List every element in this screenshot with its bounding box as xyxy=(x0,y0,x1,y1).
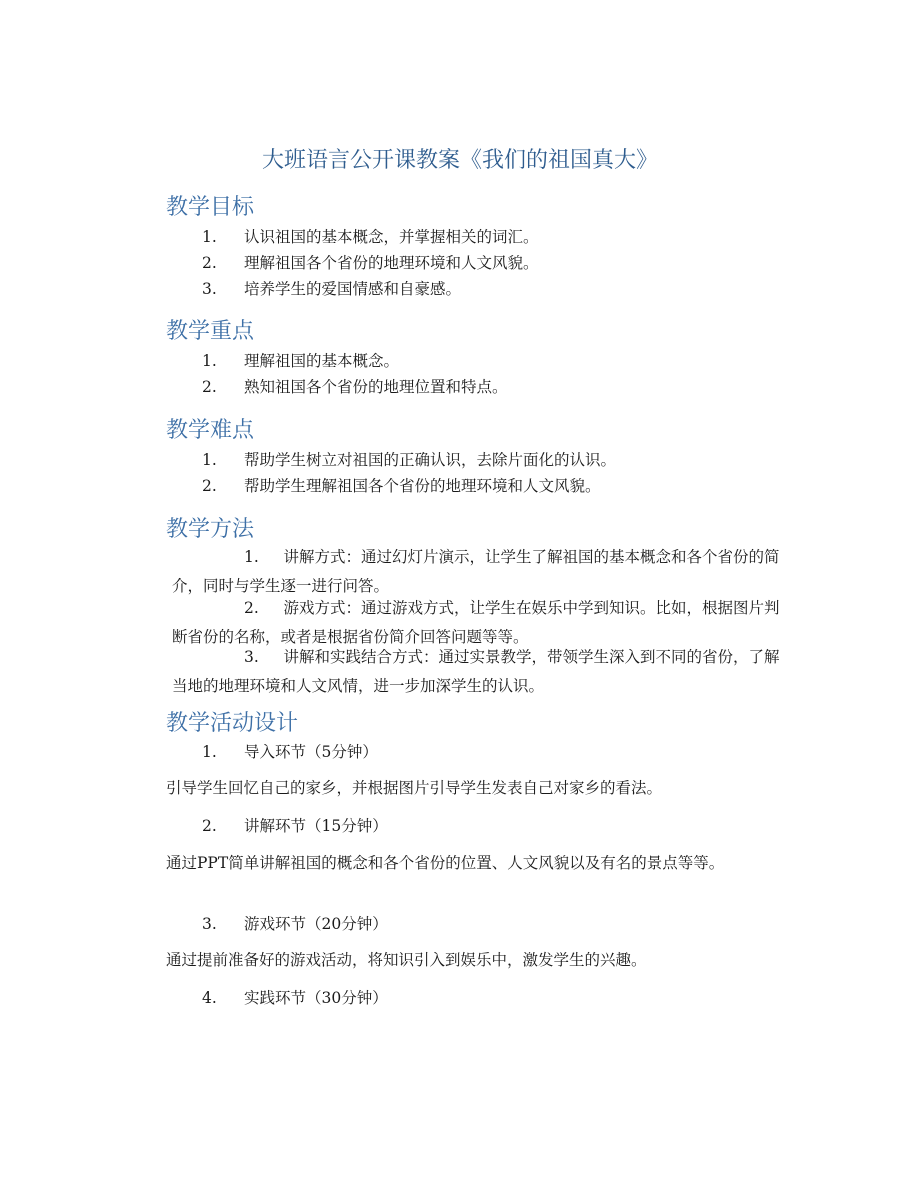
section-heading-key-points: 教学重点 xyxy=(166,319,255,344)
section-heading-difficulties: 教学难点 xyxy=(166,418,255,443)
list-number: 1. xyxy=(202,451,217,469)
step-label: 实践环节（30分钟） xyxy=(244,989,388,1007)
list-number: 2. xyxy=(202,254,217,272)
list-number: 2. xyxy=(202,378,217,396)
list-number: 3. xyxy=(202,280,217,298)
step-number: 3. xyxy=(202,915,217,933)
step-number: 4. xyxy=(202,989,217,1007)
list-number: 2. xyxy=(244,599,259,617)
method-item xyxy=(172,543,792,601)
list-text: 游戏方式：通过游戏方式，让学生在娱乐中学到知识。比如，根据图片判断省份的名称，或者是根据省份简介回答问题等等。 xyxy=(172,599,780,646)
step-description: 引导学生回忆自己的家乡，并根据图片引导学生发表自己对家乡的看法。 xyxy=(166,779,663,797)
list-text: 帮助学生理解祖国各个省份的地理环境和人文风貌。 xyxy=(244,477,601,495)
step-label: 讲解环节（15分钟） xyxy=(244,817,388,835)
list-number: 3. xyxy=(244,648,259,666)
list-number: 1. xyxy=(202,352,217,370)
section-heading-methods: 教学方法 xyxy=(166,517,255,542)
list-number: 1. xyxy=(202,228,217,246)
page-title: 大班语言公开课教案《我们的祖国真大》 xyxy=(261,148,658,173)
step-number: 2. xyxy=(202,817,217,835)
section-heading-goals: 教学目标 xyxy=(166,195,255,220)
list-text: 熟知祖国各个省份的地理位置和特点。 xyxy=(244,378,508,396)
section-heading-activities: 教学活动设计 xyxy=(166,711,299,736)
list-text: 培养学生的爱国情感和自豪感。 xyxy=(244,280,462,298)
list-text: 理解祖国的基本概念。 xyxy=(244,352,400,370)
list-text: 讲解方式：通过幻灯片演示，让学生了解祖国的基本概念和各个省份的简介，同时与学生逐一进行问答。 xyxy=(172,548,780,595)
list-text: 理解祖国各个省份的地理环境和人文风貌。 xyxy=(244,254,539,272)
list-number: 1. xyxy=(244,548,259,566)
list-text: 帮助学生树立对祖国的正确认识，去除片面化的认识。 xyxy=(244,451,617,469)
list-number: 2. xyxy=(202,477,217,495)
method-item xyxy=(172,643,792,701)
step-description: 通过PPT简单讲解祖国的概念和各个省份的位置、人文风貌以及有名的景点等等。 xyxy=(166,854,725,872)
list-text: 认识祖国的基本概念，并掌握相关的词汇。 xyxy=(244,228,539,246)
step-number: 1. xyxy=(202,743,217,761)
step-label: 导入环节（5分钟） xyxy=(244,743,378,761)
step-label: 游戏环节（20分钟） xyxy=(244,915,388,933)
list-text: 讲解和实践结合方式：通过实景教学，带领学生深入到不同的省份，了解当地的地理环境和人文风情，进一步加深学生的认识。 xyxy=(172,648,780,695)
step-description: 通过提前准备好的游戏活动，将知识引入到娱乐中，激发学生的兴趣。 xyxy=(166,951,647,969)
